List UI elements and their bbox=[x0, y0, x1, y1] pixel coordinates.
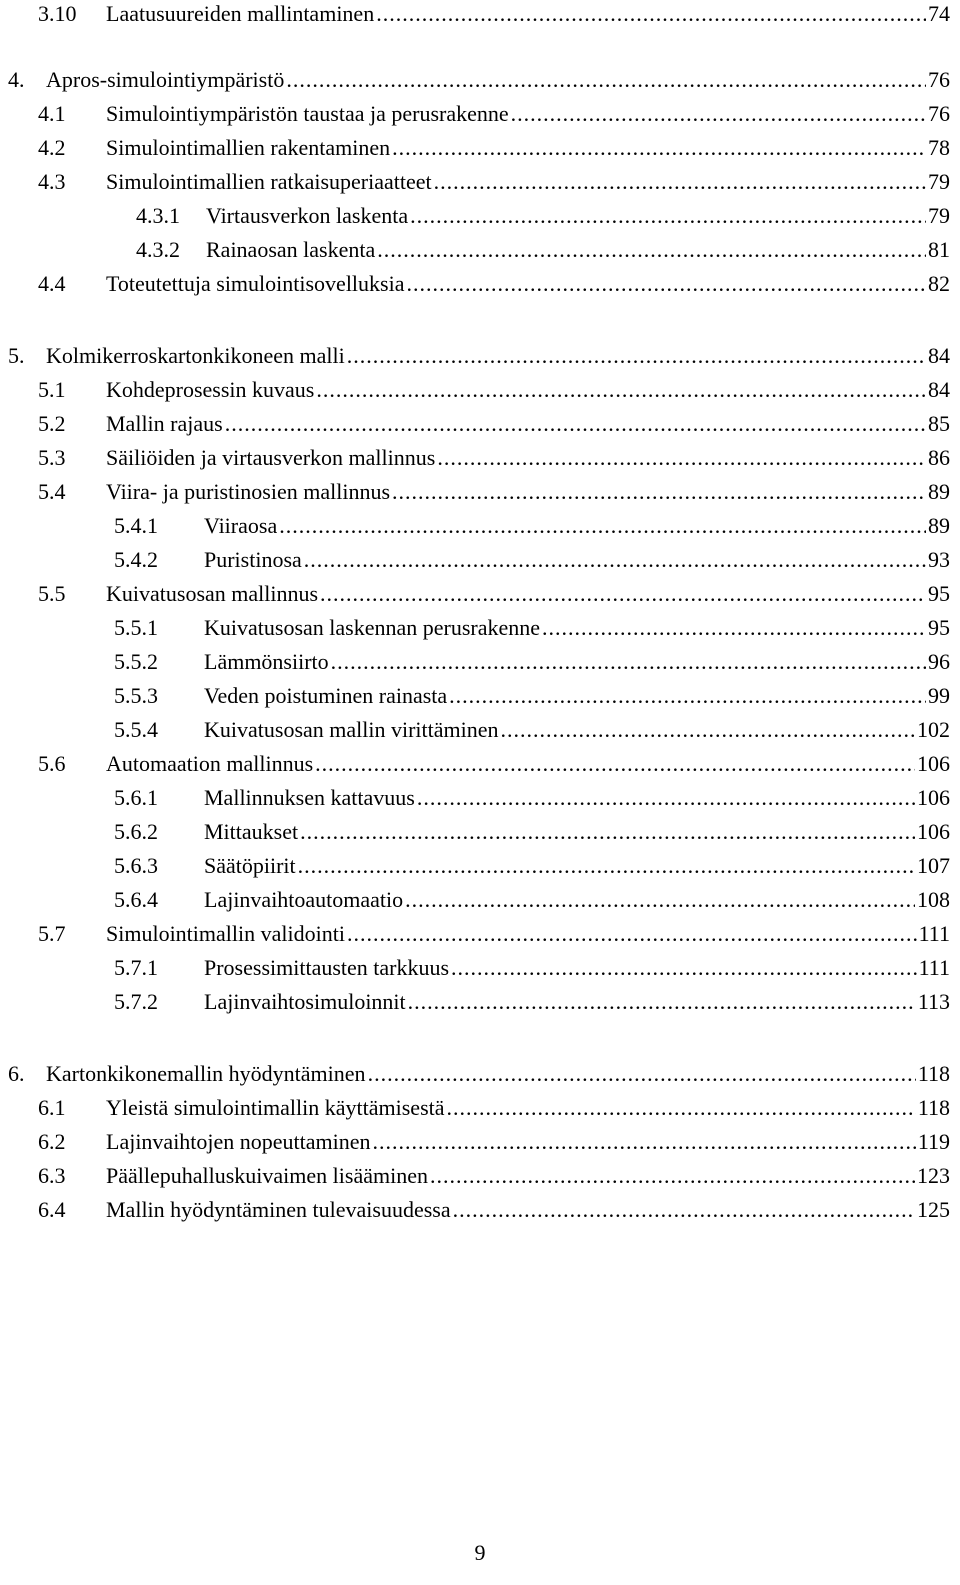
toc-number: 4.1 bbox=[38, 101, 66, 126]
toc-leader-dots bbox=[430, 1160, 915, 1192]
toc-page: 96 bbox=[928, 649, 950, 674]
toc-page: 118 bbox=[917, 1095, 950, 1120]
toc-number: 5.7.1 bbox=[114, 955, 158, 980]
toc-number: 5.5.1 bbox=[114, 615, 158, 640]
toc-title: Prosessimittausten tarkkuus bbox=[204, 955, 450, 980]
toc-leader-dots bbox=[392, 476, 926, 508]
toc-title: Lajinvaihtosimuloinnit bbox=[204, 989, 406, 1014]
page-number: 9 bbox=[474, 1540, 486, 1565]
toc-leader-dots bbox=[331, 646, 926, 678]
toc-page: 79 bbox=[928, 169, 950, 194]
toc-title: Yleistä simulointimallin käyttämisestä bbox=[106, 1095, 445, 1120]
toc-title: Virtausverkon laskenta bbox=[206, 203, 409, 228]
toc-page: 74 bbox=[928, 1, 950, 26]
toc-leader-dots bbox=[316, 374, 926, 406]
toc-title: Puristinosa bbox=[204, 547, 302, 572]
toc-entry bbox=[114, 782, 950, 814]
toc-title: Veden poistuminen rainasta bbox=[204, 683, 448, 708]
toc-number: 5.6.1 bbox=[114, 785, 158, 810]
toc-number: 5.4 bbox=[38, 479, 66, 504]
toc-entry bbox=[114, 986, 950, 1018]
toc-number: 4.2 bbox=[38, 135, 66, 160]
toc-page: 82 bbox=[928, 271, 950, 296]
toc-title: Päällepuhalluskuivaimen lisääminen bbox=[106, 1163, 428, 1188]
toc-number: 5.6 bbox=[38, 751, 66, 776]
toc-number: 4.3 bbox=[38, 169, 66, 194]
toc-title: Kuivatusosan laskennan perusrakenne bbox=[204, 615, 541, 640]
toc-page: 86 bbox=[928, 445, 950, 470]
toc-leader-dots bbox=[373, 1126, 916, 1158]
toc-leader-dots bbox=[449, 680, 926, 712]
toc-page: 93 bbox=[928, 547, 950, 572]
toc-page: 99 bbox=[928, 683, 950, 708]
toc-leader-dots bbox=[434, 166, 926, 198]
toc-page: 107 bbox=[917, 853, 950, 878]
toc-entry bbox=[38, 166, 950, 198]
toc-page: 81 bbox=[928, 237, 950, 262]
toc-title: Laatusuureiden mallintaminen bbox=[106, 1, 375, 26]
toc-entry bbox=[114, 850, 950, 882]
toc-entry bbox=[38, 408, 950, 440]
toc-leader-dots bbox=[406, 268, 926, 300]
toc-leader-dots bbox=[347, 918, 917, 950]
toc-page: 89 bbox=[928, 513, 950, 538]
toc-leader-dots bbox=[447, 1092, 916, 1124]
toc-title: Kuivatusosan mallin virittäminen bbox=[204, 717, 499, 742]
toc-number: 6.3 bbox=[38, 1163, 66, 1188]
toc-number: 4.3.1 bbox=[136, 203, 180, 228]
toc-leader-dots bbox=[376, 0, 926, 30]
toc-number: 6.2 bbox=[38, 1129, 66, 1154]
toc-entry bbox=[114, 952, 950, 984]
toc-title: Kohdeprosessin kuvaus bbox=[106, 377, 315, 402]
toc-entry bbox=[114, 544, 950, 576]
toc-title: Toteutettuja simulointisovelluksia bbox=[106, 271, 405, 296]
toc-leader-dots bbox=[320, 578, 926, 610]
toc-leader-dots bbox=[392, 132, 926, 164]
toc-title: Lajinvaihtojen nopeuttaminen bbox=[106, 1129, 371, 1154]
toc-entry bbox=[8, 1058, 950, 1090]
toc-leader-dots bbox=[377, 234, 926, 266]
toc-entry bbox=[38, 918, 950, 950]
toc-entry bbox=[114, 884, 950, 916]
toc-entry bbox=[38, 132, 950, 164]
toc-entry bbox=[136, 200, 950, 232]
toc-entry bbox=[38, 1092, 950, 1124]
toc-leader-dots bbox=[286, 64, 926, 96]
toc-number: 5.6.2 bbox=[114, 819, 158, 844]
toc-number: 5.7.2 bbox=[114, 989, 158, 1014]
toc-title: Kolmikerroskartonkikoneen malli bbox=[46, 343, 345, 368]
toc-title: Säätöpiirit bbox=[204, 853, 296, 878]
toc-page: 111 bbox=[918, 955, 950, 980]
toc-number: 5.1 bbox=[38, 377, 66, 402]
toc-entry bbox=[38, 476, 950, 508]
toc-entry bbox=[8, 64, 950, 96]
toc-entry bbox=[38, 442, 950, 474]
toc-title: Kartonkikonemallin hyödyntäminen bbox=[46, 1061, 366, 1086]
toc-page: 95 bbox=[928, 615, 950, 640]
toc-entry bbox=[38, 1160, 950, 1192]
toc-leader-dots bbox=[298, 850, 915, 882]
toc-number: 5.2 bbox=[38, 411, 66, 436]
toc-page: 89 bbox=[928, 479, 950, 504]
toc-number: 4.3.2 bbox=[136, 237, 180, 262]
toc-title: Simulointimallien rakentaminen bbox=[106, 135, 391, 160]
toc-number: 5.7 bbox=[38, 921, 66, 946]
toc-page: 118 bbox=[917, 1061, 950, 1086]
toc-entry bbox=[38, 748, 950, 780]
toc-leader-dots bbox=[453, 1194, 915, 1226]
toc-entry bbox=[114, 714, 950, 746]
toc-page: 95 bbox=[928, 581, 950, 606]
toc-leader-dots bbox=[417, 782, 915, 814]
toc-leader-dots bbox=[225, 408, 926, 440]
toc-title: Viiraosa bbox=[204, 513, 278, 538]
toc-page: 102 bbox=[917, 717, 950, 742]
toc-title: Mallin rajaus bbox=[106, 411, 223, 436]
toc-leader-dots bbox=[451, 952, 917, 984]
toc-leader-dots bbox=[410, 200, 926, 232]
toc-number: 5.4.2 bbox=[114, 547, 158, 572]
toc-number: 5.5.4 bbox=[114, 717, 158, 742]
toc-page: 84 bbox=[928, 377, 950, 402]
toc-number: 5.6.3 bbox=[114, 853, 158, 878]
toc-page: 123 bbox=[917, 1163, 950, 1188]
toc-entry bbox=[38, 578, 950, 610]
toc-number: 5.4.1 bbox=[114, 513, 158, 538]
toc-page: 106 bbox=[917, 819, 950, 844]
toc-title: Lämmönsiirto bbox=[204, 649, 329, 674]
toc-entry bbox=[114, 816, 950, 848]
toc-title: Mallinnuksen kattavuus bbox=[204, 785, 415, 810]
toc-leader-dots bbox=[542, 612, 926, 644]
toc-entry bbox=[114, 680, 950, 712]
toc-page: 108 bbox=[917, 887, 950, 912]
toc-number: 6. bbox=[8, 1061, 25, 1086]
toc-entry bbox=[38, 1194, 950, 1226]
toc-entry bbox=[38, 1126, 950, 1158]
toc-number: 6.1 bbox=[38, 1095, 66, 1120]
toc-entry bbox=[38, 268, 950, 300]
toc-number: 5.3 bbox=[38, 445, 66, 470]
toc-title: Simulointiympäristön taustaa ja perusrakenne bbox=[106, 101, 509, 126]
toc-number: 5. bbox=[8, 343, 25, 368]
toc-title: Simulointimallien ratkaisuperiaatteet bbox=[106, 169, 432, 194]
toc-title: Rainaosan laskenta bbox=[206, 237, 376, 262]
toc-leader-dots bbox=[408, 986, 916, 1018]
toc-page: 79 bbox=[928, 203, 950, 228]
toc-entry bbox=[38, 374, 950, 406]
toc-number: 5.5 bbox=[38, 581, 66, 606]
toc-page: 119 bbox=[917, 1129, 950, 1154]
toc-title: Viira- ja puristinosien mallinnus bbox=[106, 479, 391, 504]
toc-page: 84 bbox=[928, 343, 950, 368]
toc-page: 85 bbox=[928, 411, 950, 436]
toc-leader-dots bbox=[315, 748, 915, 780]
toc-number: 5.5.3 bbox=[114, 683, 158, 708]
toc-page: 76 bbox=[928, 101, 950, 126]
toc-leader-dots bbox=[501, 714, 915, 746]
toc-number: 5.6.4 bbox=[114, 887, 158, 912]
toc-leader-dots bbox=[437, 442, 926, 474]
toc-title: Simulointimallin validointi bbox=[106, 921, 345, 946]
toc-number: 6.4 bbox=[38, 1197, 66, 1222]
toc-leader-dots bbox=[347, 340, 926, 372]
toc-entry bbox=[38, 98, 950, 130]
toc-entry bbox=[114, 510, 950, 542]
toc-title: Säiliöiden ja virtausverkon mallinnus bbox=[106, 445, 436, 470]
toc-page: 76 bbox=[928, 67, 950, 92]
toc-entry bbox=[114, 646, 950, 678]
toc-page: 125 bbox=[917, 1197, 950, 1222]
toc-page: 111 bbox=[918, 921, 950, 946]
toc-number: 3.10 bbox=[38, 1, 77, 26]
toc-number: 4.4 bbox=[38, 271, 66, 296]
toc-title: Apros-simulointiympäristö bbox=[46, 67, 285, 92]
toc-number: 5.5.2 bbox=[114, 649, 158, 674]
toc-entry bbox=[114, 612, 950, 644]
toc-title: Kuivatusosan mallinnus bbox=[106, 581, 319, 606]
toc-leader-dots bbox=[405, 884, 915, 916]
toc-leader-dots bbox=[368, 1058, 916, 1090]
toc-title: Mittaukset bbox=[204, 819, 299, 844]
toc-title: Mallin hyödyntäminen tulevaisuudessa bbox=[106, 1197, 451, 1222]
toc-entry bbox=[38, 0, 950, 30]
toc-leader-dots bbox=[304, 544, 926, 576]
toc-entry bbox=[8, 340, 950, 372]
toc-leader-dots bbox=[279, 510, 926, 542]
toc-page: 113 bbox=[917, 989, 950, 1014]
toc-page: 106 bbox=[917, 751, 950, 776]
toc-number: 4. bbox=[8, 67, 25, 92]
toc-page: 78 bbox=[928, 135, 950, 160]
toc-leader-dots bbox=[300, 816, 915, 848]
toc-title: Lajinvaihtoautomaatio bbox=[204, 887, 404, 912]
toc-page: 106 bbox=[917, 785, 950, 810]
toc-title: Automaation mallinnus bbox=[106, 751, 314, 776]
toc-leader-dots bbox=[511, 98, 926, 130]
toc-entry bbox=[136, 234, 950, 266]
